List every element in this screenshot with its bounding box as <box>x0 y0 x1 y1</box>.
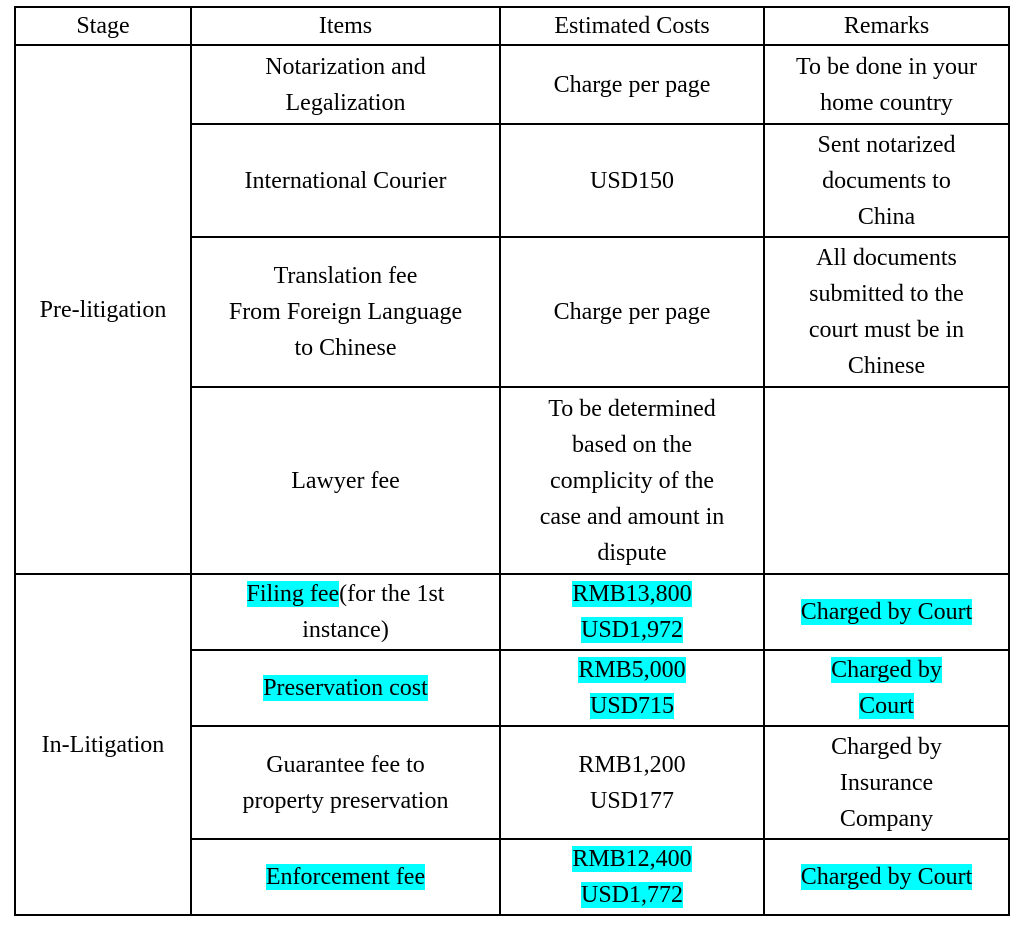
header-estimated-costs: Estimated Costs <box>500 7 764 45</box>
item-cell: Enforcement fee <box>191 839 500 915</box>
item-cell: Preservation cost <box>191 650 500 726</box>
item-cell: Translation fee From Foreign Language to Chinese <box>191 237 500 387</box>
header-stage: Stage <box>15 7 191 45</box>
header-remarks: Remarks <box>764 7 1009 45</box>
cost-cell: Charge per page <box>500 45 764 124</box>
table-row <box>15 574 1009 650</box>
item-cell: Filing fee(for the 1st instance) <box>191 574 500 650</box>
stage-pre-litigation: Pre-litigation <box>15 45 191 574</box>
highlighted-text: Filing fee <box>246 581 340 607</box>
remark-cell <box>764 387 1009 574</box>
cost-table <box>14 6 1010 916</box>
remark-cell: All documents submitted to the court must be in Chinese <box>764 237 1009 387</box>
item-cell: Lawyer fee <box>191 387 500 574</box>
remark-cell: Charged by Court <box>764 574 1009 650</box>
cost-cell: RMB5,000 USD715 <box>500 650 764 726</box>
cost-cell: RMB13,800 USD1,972 <box>500 574 764 650</box>
cost-cell: RMB12,400 USD1,772 <box>500 839 764 915</box>
header-items: Items <box>191 7 500 45</box>
remark-cell: Charged by Insurance Company <box>764 726 1009 839</box>
remark-cell: Sent notarized documents to China <box>764 124 1009 237</box>
item-cell: International Courier <box>191 124 500 237</box>
remark-cell: To be done in your home country <box>764 45 1009 124</box>
stage-in-litigation: In-Litigation <box>15 574 191 915</box>
table-row <box>15 45 1009 124</box>
remark-cell: Charged by Court <box>764 839 1009 915</box>
header-row <box>15 7 1009 45</box>
remark-cell: Charged by Court <box>764 650 1009 726</box>
item-cell: Guarantee fee to property preservation <box>191 726 500 839</box>
item-cell: Notarization and Legalization <box>191 45 500 124</box>
cost-cell: To be determined based on the complicity of the case and amount in dispute <box>500 387 764 574</box>
cost-cell: Charge per page <box>500 237 764 387</box>
cost-cell: RMB1,200 USD177 <box>500 726 764 839</box>
cost-cell: USD150 <box>500 124 764 237</box>
